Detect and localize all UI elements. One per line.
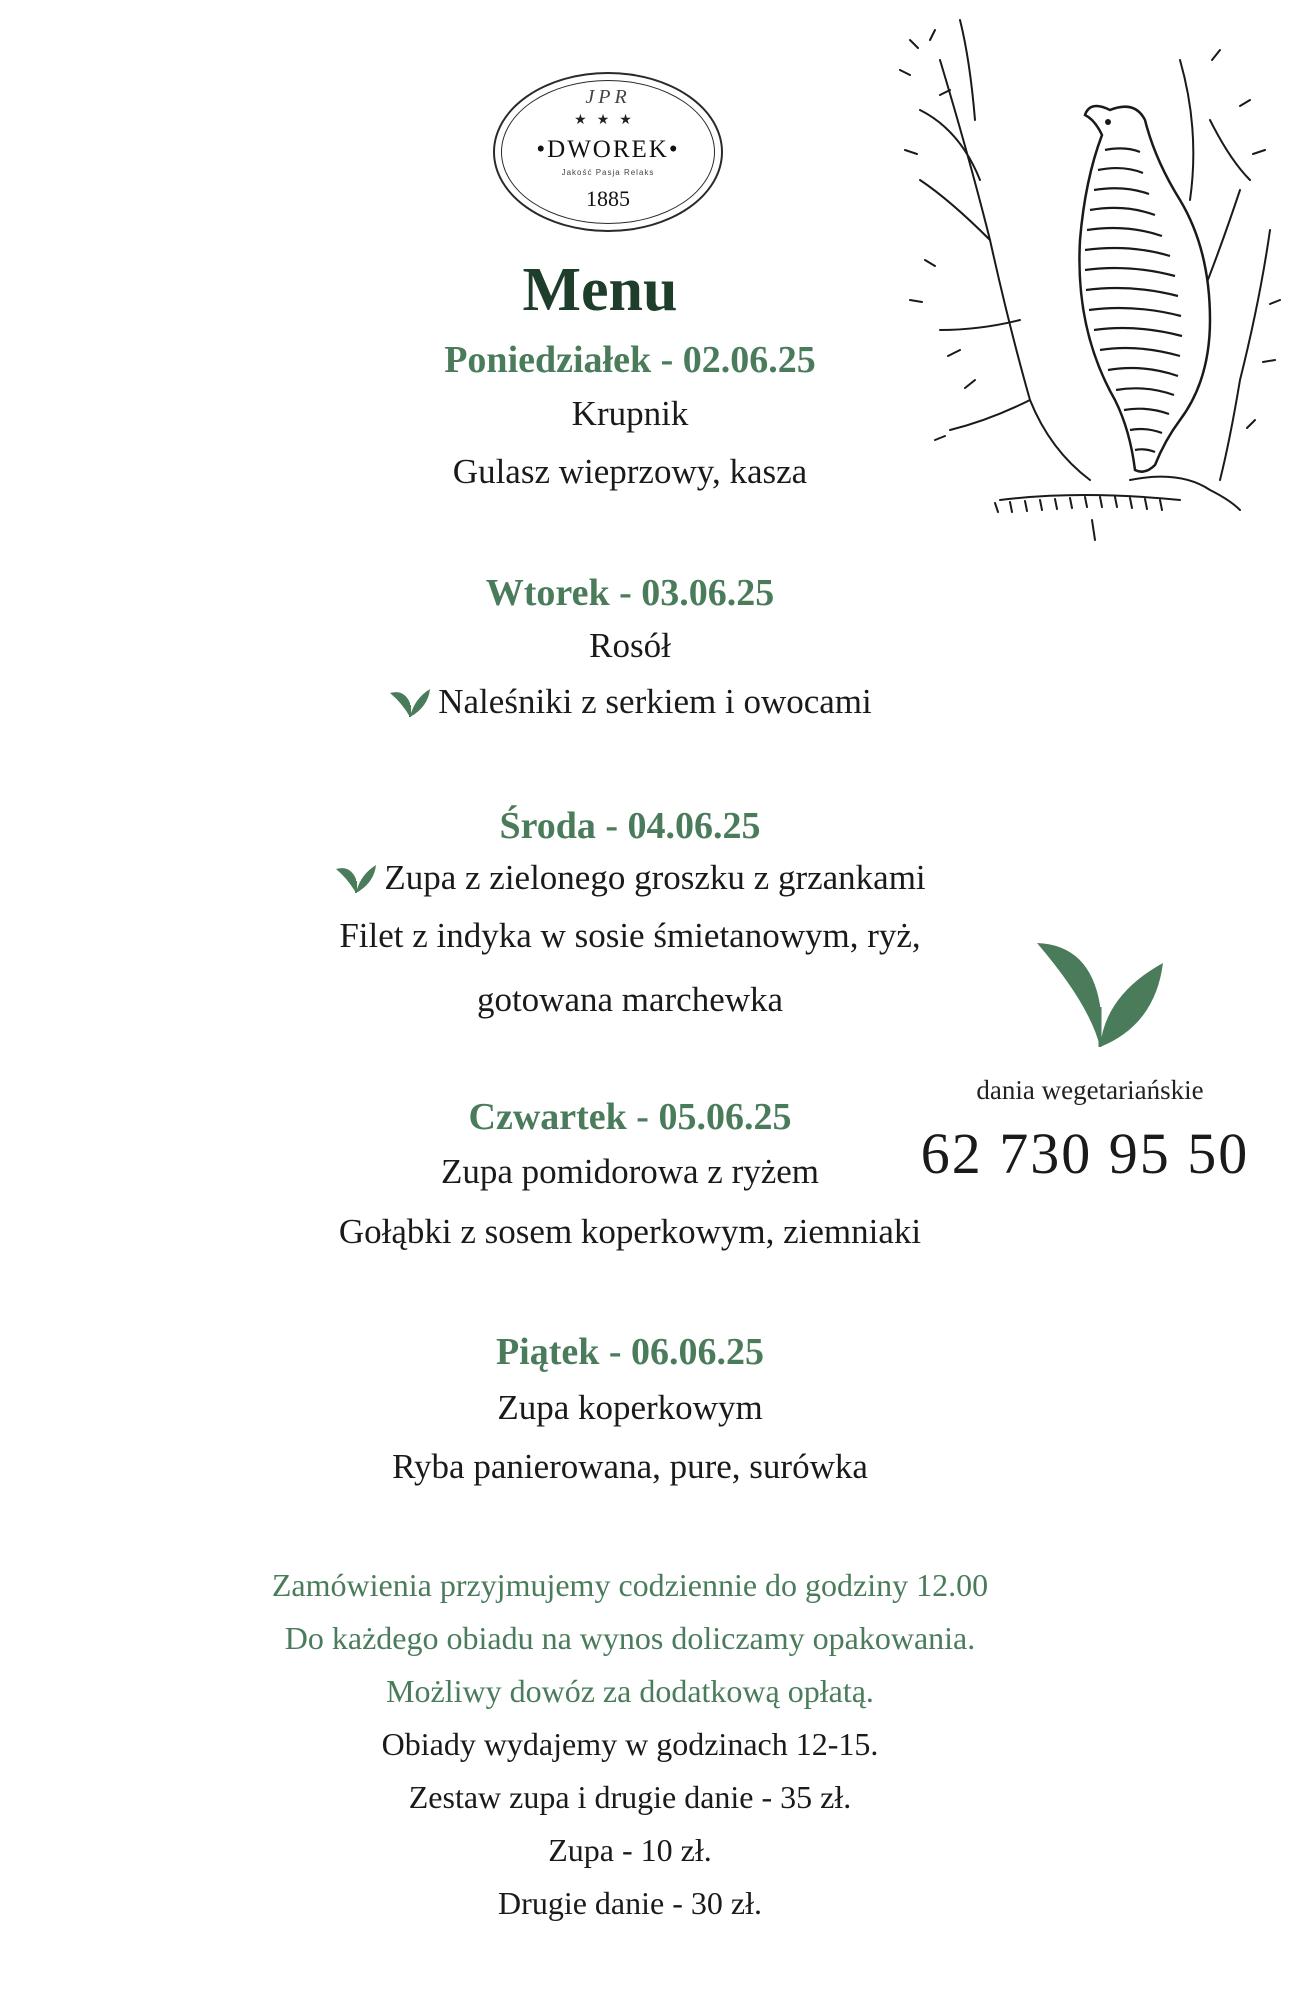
info-set-price: Zestaw zupa i drugie danie - 35 zł. [408, 1779, 852, 1815]
dish-tuesday-main-label: Naleśniki z serkiem i owocami [438, 682, 872, 721]
info-main-price: Drugie danie - 30 zł. [498, 1885, 762, 1921]
logo-tagline: Jakość Pasja Relaks [561, 168, 655, 177]
info-serving-hours: Obiady wydajemy w godzinach 12-15. [381, 1726, 879, 1762]
info-orders-deadline: Zamówienia przyjmujemy codziennie do godziny 12.00 [271, 1567, 989, 1603]
dish-friday-soup: Zupa koperkowym [497, 1388, 763, 1427]
day-heading-monday: Poniedziałek - 02.06.25 [444, 339, 816, 381]
dish-tuesday-soup: Rosół [589, 626, 671, 665]
day-heading-tuesday: Wtorek - 03.06.25 [485, 572, 775, 614]
dish-thursday-soup: Zupa pomidorowa z ryżem [440, 1152, 820, 1191]
info-soup-price: Zupa - 10 zł. [548, 1832, 712, 1868]
logo-monogram: JPR [585, 86, 631, 108]
dish-wednesday-soup [230, 856, 1030, 900]
dish-tuesday-main [230, 680, 1030, 724]
vegetarian-legend-label: dania wegetariańskie [976, 1075, 1204, 1105]
day-heading-thursday: Czwartek - 05.06.25 [468, 1096, 792, 1138]
logo-stars: ★★★ [574, 113, 642, 128]
day-heading-wednesday: Środa - 04.06.25 [499, 805, 761, 847]
dish-monday-main: Gulasz wieprzowy, kasza [452, 452, 808, 491]
leaf-icon [334, 857, 378, 895]
info-delivery: Możliwy dowóz za dodatkową opłatą. [386, 1673, 874, 1709]
leaf-icon [388, 681, 432, 719]
vegetarian-leaf-icon [1035, 935, 1165, 1050]
dish-monday-soup: Krupnik [571, 394, 689, 433]
dish-thursday-main: Gołąbki z sosem koperkowym, ziemniaki [338, 1212, 922, 1251]
dish-friday-main: Ryba panierowana, pure, surówka [392, 1447, 868, 1486]
page-title: Menu [522, 256, 678, 324]
logo-name: •DWOREK• [536, 136, 680, 163]
phone-number: 62 730 95 50 [920, 1121, 1250, 1186]
info-packaging-fee: Do każdego obiadu na wynos doliczamy opakowania. [284, 1620, 976, 1656]
dish-wednesday-soup-label: Zupa z zielonego groszku z grzankami [384, 858, 926, 897]
dworek-logo [493, 72, 723, 232]
dish-wednesday-main-line2: gotowana marchewka [476, 980, 784, 1019]
logo-year: 1885 [586, 186, 630, 211]
day-heading-friday: Piątek - 06.06.25 [495, 1331, 765, 1373]
dish-wednesday-main-line1: Filet z indyka w sosie śmietanowym, ryż, [339, 916, 921, 955]
